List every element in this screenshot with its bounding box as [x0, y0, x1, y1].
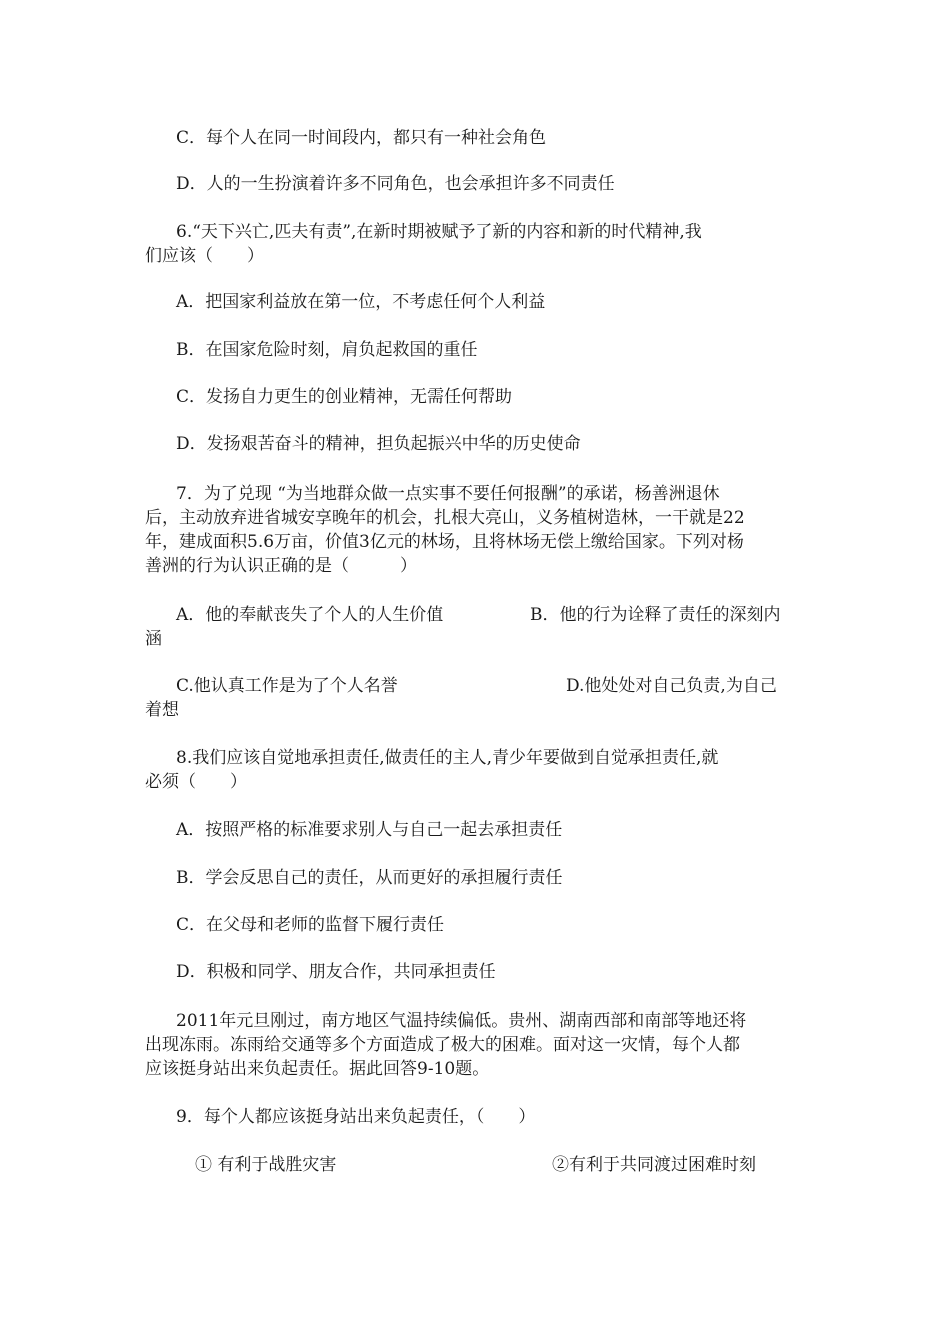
- q6-option-d: D．发扬艰苦奋斗的精神，担负起振兴中华的历史使命: [176, 434, 581, 454]
- q7-stem-line-4: 善洲的行为认识正确的是（ ）: [145, 556, 417, 576]
- q7-option-b: B．他的行为诠释了责任的深刻内: [530, 605, 781, 625]
- passage-line-1: 2011年元旦刚过，南方地区气温持续偏低。贵州、湖南西部和南部等地还将: [176, 1011, 747, 1031]
- q7-stem-line-3: 年，建成面积5.6万亩，价值3亿元的林场，且将林场无偿上缴给国家。下列对杨: [145, 532, 744, 552]
- q9-item-1: ① 有利于战胜灾害: [195, 1155, 337, 1175]
- passage-line-2: 出现冻雨。冻雨给交通等多个方面造成了极大的困难。面对这一灾情，每个人都: [145, 1035, 740, 1055]
- q5-option-d: D．人的一生扮演着许多不同角色，也会承担许多不同责任: [176, 174, 615, 194]
- q7-option-c: C.他认真工作是为了个人名誉: [176, 676, 398, 696]
- q7-stem-line-1: 7．为了兑现 “为当地群众做一点实事不要任何报酬”的承诺，杨善洲退休: [176, 484, 720, 504]
- passage-line-3: 应该挺身站出来负起责任。据此回答9-10题。: [145, 1059, 490, 1079]
- q6-stem-line-1: 6.“天下兴亡,匹夫有责”,在新时期被赋予了新的内容和新的时代精神,我: [176, 222, 702, 242]
- q8-option-a: A．按照严格的标准要求别人与自己一起去承担责任: [176, 820, 563, 840]
- q9-item-2: ②有利于共同渡过困难时刻: [552, 1155, 756, 1175]
- q7-stem-line-2: 后，主动放弃进省城安享晚年的机会，扎根大亮山，义务植树造林，一干就是22: [145, 508, 745, 528]
- q6-option-b: B．在国家危险时刻，肩负起救国的重任: [176, 340, 478, 360]
- q6-option-a: A．把国家利益放在第一位，不考虑任何个人利益: [176, 292, 546, 312]
- q7-option-a: A．他的奉献丧失了个人的人生价值: [176, 605, 444, 625]
- q5-option-c: C．每个人在同一时间段内，都只有一种社会角色: [176, 128, 547, 148]
- q6-option-c: C．发扬自力更生的创业精神，无需任何帮助: [176, 387, 513, 407]
- q8-option-b: B．学会反思自己的责任，从而更好的承担履行责任: [176, 868, 563, 888]
- q7-option-d-continued: 着想: [145, 700, 179, 720]
- q8-stem-line-2: 必须（ ）: [145, 772, 247, 792]
- q8-stem-line-1: 8.我们应该自觉地承担责任,做责任的主人,青少年要做到自觉承担责任,就: [176, 748, 719, 768]
- q8-option-d: D．积极和同学、朋友合作，共同承担责任: [176, 962, 496, 982]
- q8-option-c: C．在父母和老师的监督下履行责任: [176, 915, 445, 935]
- q6-stem-line-2: 们应该（ ）: [145, 246, 264, 266]
- q7-option-d: D.他处处对自己负责,为自己: [566, 676, 777, 696]
- q7-option-b-continued: 涵: [145, 629, 162, 649]
- q9-stem: 9．每个人都应该挺身站出来负起责任，（ ）: [176, 1107, 536, 1127]
